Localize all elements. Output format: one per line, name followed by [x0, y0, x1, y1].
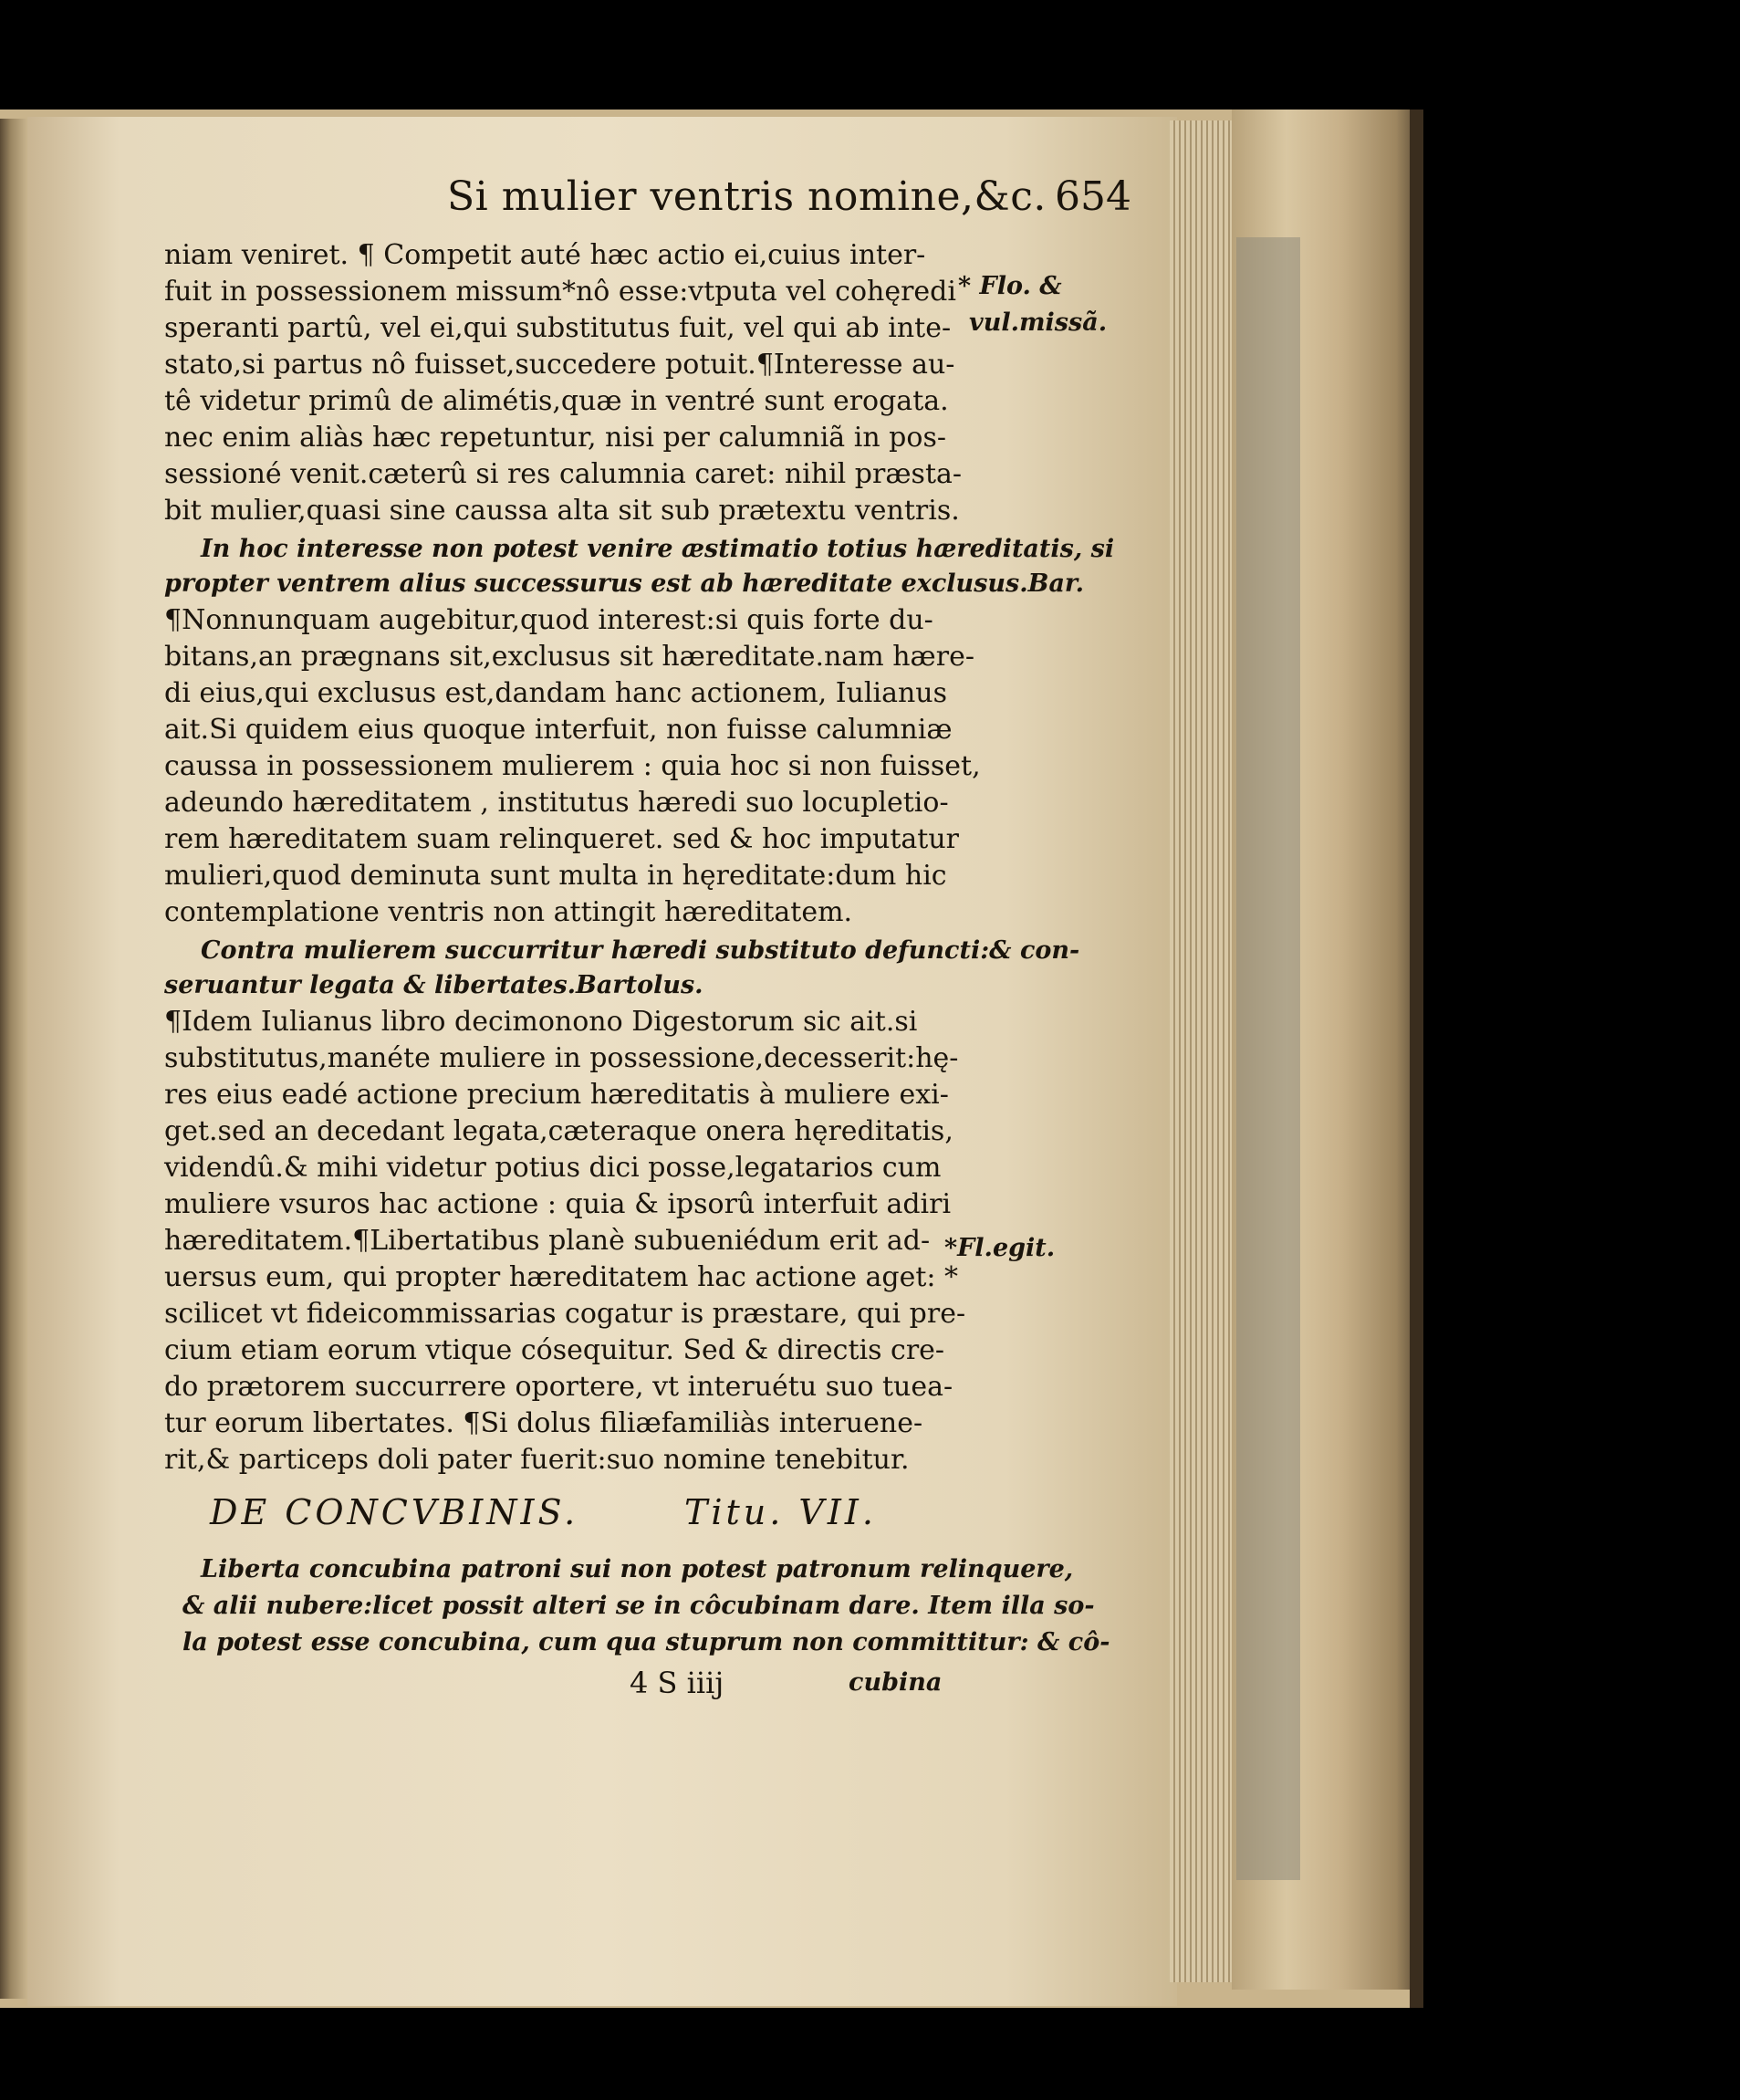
gloss-line: Liberta concubina patroni sui non potest patronum relinquere,: [201, 1555, 1074, 1583]
gloss-line: propter ventrem alius successurus est ab hæreditate exclusus.Bar.: [164, 569, 1085, 598]
text-line: uersus eum, qui propter hæreditatem hac actione aget: *: [164, 1261, 959, 1293]
text-line: speranti partû, vel ei,qui substitutus fuit, vel qui ab inte-: [164, 312, 952, 344]
gloss-line: & alii nubere:licet possit alteri se in côcubinam dare. Item illa so-: [182, 1592, 1095, 1620]
text-line: res eius eadé actione precium hæreditatis à muliere exi-: [164, 1079, 949, 1111]
text-line: caussa in possessionem mulierem : quia hoc si non fuisset,: [164, 750, 981, 782]
text-line: bit mulier,quasi sine caussa alta sit sub prætextu ventris.: [164, 495, 960, 527]
gloss-line: Contra mulierem succurritur hæredi substituto defuncti:& con-: [201, 936, 1080, 965]
text-line: mulieri,quod deminuta sunt multa in hęreditate:dum hic: [164, 860, 947, 892]
text-line: sessioné venit.cæterû si res calumnia caret: nihil præsta-: [164, 458, 963, 490]
text-line: stato,si partus nô fuisset,succedere potuit.¶Interesse au-: [164, 349, 955, 381]
section-heading: [210, 1492, 877, 1532]
previous-page-edge: [0, 119, 27, 1999]
running-title: Si mulier ventris nomine,&c.: [447, 173, 1047, 220]
gloss-line: seruantur legata & libertates.Bartolus.: [164, 971, 703, 999]
text-line: videndû.& mihi videtur potius dici posse,legatarios cum: [164, 1152, 942, 1184]
text-line: substitutus,manéte muliere in possessione,decesserit:hę-: [164, 1042, 959, 1074]
text-line: fuit in possessionem missum*nô esse:vtputa vel cohęredi: [164, 276, 956, 308]
folio-number: 654: [1055, 173, 1131, 220]
section-titulus: Titu. VII.: [684, 1492, 877, 1532]
margin-note: *Fl.egit.: [944, 1234, 1056, 1262]
text-line: do prætorem succurrere oportere, vt interuétu suo tuea-: [164, 1371, 953, 1403]
section-title: DE CONCVBINIS.: [210, 1492, 579, 1532]
gloss-line: In hoc interesse non potest venire æstimatio totius hæreditatis, si: [201, 535, 1115, 563]
margin-note: vul.missã.: [969, 308, 1108, 337]
book-edge: [1410, 110, 1423, 2008]
text-line: ait.Si quidem eius quoque interfuit, non fuisse calumniæ: [164, 714, 953, 746]
text-line: muliere vsuros hac actione : quia & ipsorû interfuit adiri: [164, 1188, 952, 1220]
text-line: di eius,qui exclusus est,dandam hanc actionem, Iulianus: [164, 677, 948, 709]
text-line: tê videtur primû de alimétis,quæ in ventré sunt erogata.: [164, 385, 949, 417]
page-edges-stack: [1170, 120, 1234, 1982]
text-line: ¶Nonnunquam augebitur,quod interest:si quis forte du-: [164, 604, 933, 636]
binding-shadow: [1236, 237, 1300, 1880]
signature-mark: 4 S iiij: [630, 1666, 724, 1700]
text-line: ¶Idem Iulianus libro decimonono Digestorum sic ait.si: [164, 1006, 918, 1038]
text-line: cium etiam eorum vtique cósequitur. Sed & directis cre-: [164, 1334, 945, 1366]
running-head: [274, 173, 1131, 228]
text-line: rem hæreditatem suam relinqueret. sed & hoc imputatur: [164, 823, 959, 855]
text-line: tur eorum libertates. ¶Si dolus filiæfamiliàs interuene-: [164, 1407, 923, 1439]
text-line: scilicet vt fideicommissarias cogatur is præstare, qui pre-: [164, 1298, 966, 1330]
text-line: nec enim aliàs hæc repetuntur, nisi per calumniã in pos-: [164, 422, 946, 454]
text-line: niam veniret. ¶ Competit auté hæc actio ei,cuius inter-: [164, 239, 926, 271]
text-line: adeundo hæreditatem , institutus hæredi suo locupletio-: [164, 787, 949, 819]
text-line: rit,& particeps doli pater fuerit:suo nomine tenebitur.: [164, 1444, 910, 1476]
text-line: bitans,an prægnans sit,exclusus sit hæreditate.nam hære-: [164, 641, 974, 673]
text-line: hæreditatem.¶Libertatibus planè subueniédum erit ad-: [164, 1225, 931, 1257]
text-line: contemplatione ventris non attingit hæreditatem.: [164, 896, 853, 928]
text-line: get.sed an decedant legata,cæteraque onera hęreditatis,: [164, 1115, 953, 1147]
gloss-line: la potest esse concubina, cum qua stuprum non committitur: & cô-: [182, 1628, 1110, 1656]
catchword: cubina: [849, 1668, 943, 1697]
margin-note: * Flo. &: [958, 272, 1062, 300]
